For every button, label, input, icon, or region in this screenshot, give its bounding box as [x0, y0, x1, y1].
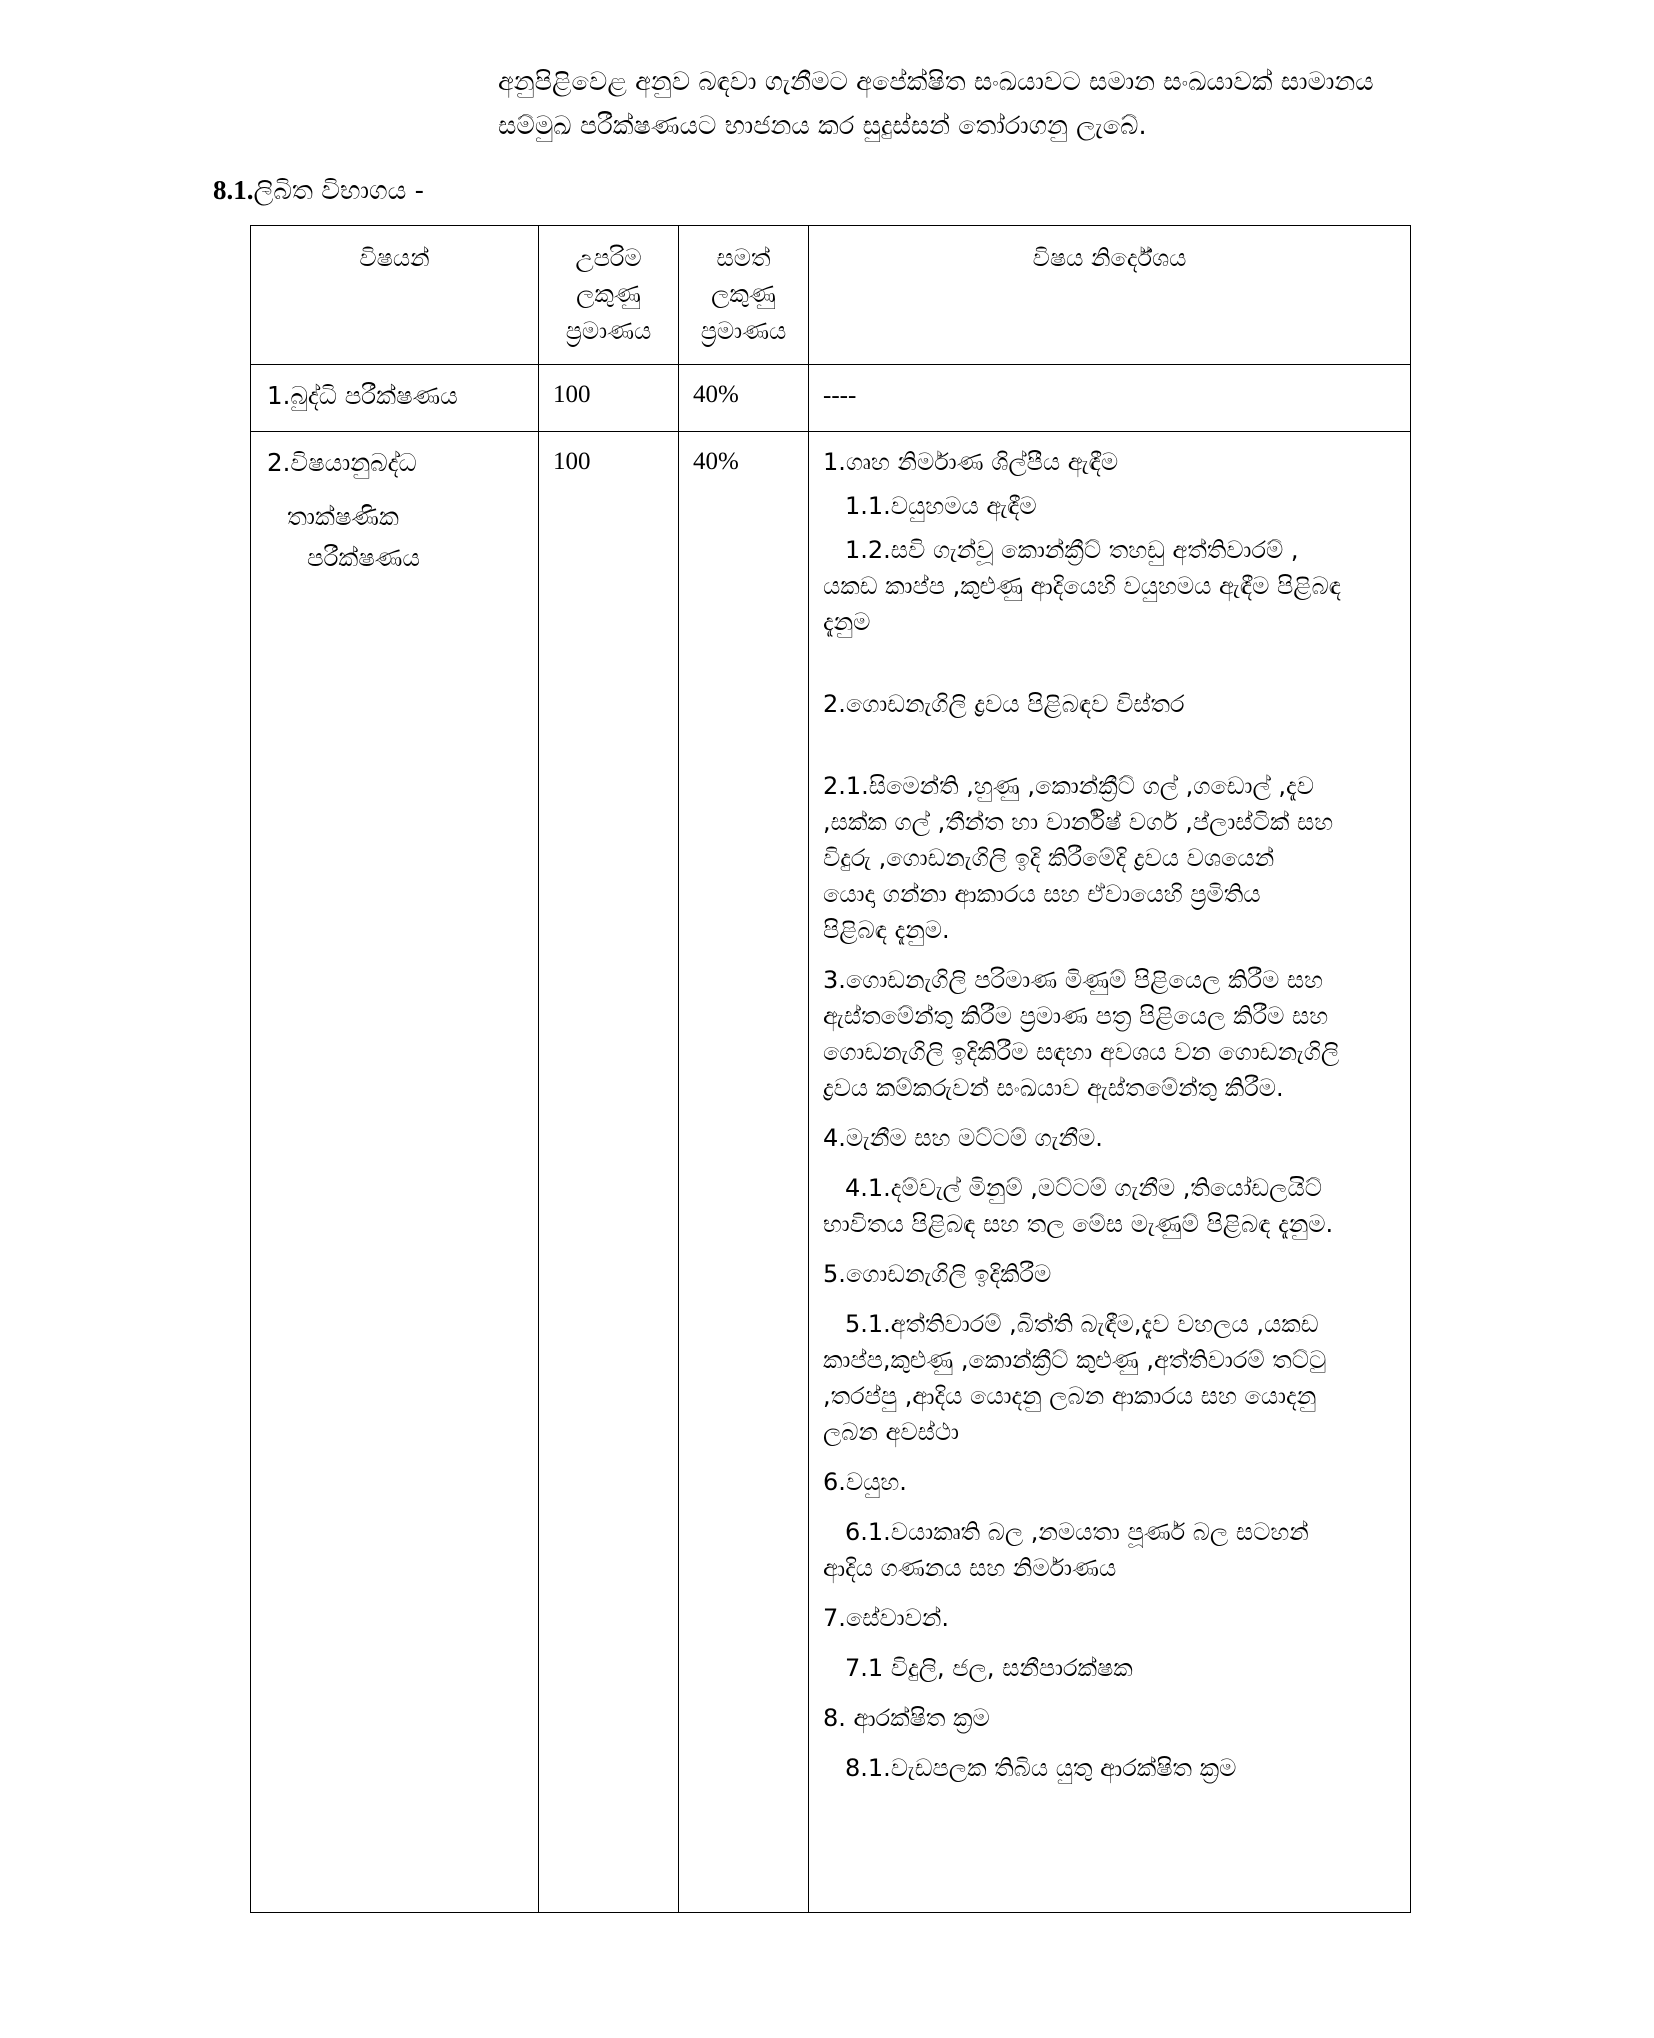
syllabus-item-7-text: 7.සේවාවන්. [823, 1603, 950, 1632]
syllabus-item-7-1-text: 7.1 විදුලි, ජල, සනීපාරක්ෂක [845, 1653, 1133, 1682]
syllabus-trailing-space [823, 1800, 1394, 1896]
syllabus-item-1-2-text-line-3: දැනුම [823, 607, 871, 636]
intro-line-1: අනුපිළිවෙළ අනුව බඳවා ගැනීමට අපේක්ෂිත සංඛ‍යාවට සමාන සංඛ‍යාවක් සාමාන‍ය [498, 67, 1374, 97]
header-max-marks-line-1: උපරිම [575, 243, 642, 272]
syllabus-item-2 [823, 686, 1394, 722]
intro-line-2: සම්මුඛ පරීක්ෂණයට භාජනය කර සුදුස්සන් තෝරාගනු ලැබේ. [498, 111, 1147, 142]
syllabus-item-2-1 [823, 768, 1394, 948]
syllabus-item-2-1-text-line-1: 2.1.සිමෙන්ති ,හුණු ,කොන්ක්‍රීට් ගල් ,ගඩොල් ,දැව [823, 771, 1314, 800]
section-number: 8.1. [213, 174, 254, 205]
syllabus-item-8-1 [823, 1750, 1394, 1786]
table-row [251, 364, 1411, 431]
row-1-subject [251, 364, 539, 431]
syllabus-item-1-text: 1.ගෘහ නිර්මාණ ශිල්පීය ඇඳීම [823, 447, 1119, 476]
syllabus-item-2-text: 2.ගොඩනැගිලි ද්‍රව‍ය පිළිබඳව විස්තර [823, 689, 1185, 718]
syllabus-item-3-text-line-3: ගොඩනැගිලි ඉදිකිරීම සඳහා අවශ‍ය වන ගොඩනැගිලි [823, 1037, 1340, 1066]
syllabus-item-3-text-line-1: 3.ගොඩනැගිලි පරිමාණ මිණුම් පිළියෙල කිරීම සහ [823, 965, 1324, 994]
syllabus-item-8-1-text: 8.1.වැඩපලක තිබිය යුතු ආරක්ෂිත ක්‍රම [845, 1753, 1237, 1782]
row-1-subject-line-1: 1.බුද්ධි පරීක්ෂණය [267, 380, 458, 410]
syllabus-item-2-1-text-line-2: ,සක්ක ගල් ,තීන්ත හා වාර්නිෂ් වර්ග ,ප්ලාස්ටික් සහ [823, 807, 1334, 836]
syllabus-item-6-1-text-line-2: ආදිය ගණනය සහ නිර්මාණය [823, 1553, 1117, 1582]
syllabus-item-6-1 [823, 1514, 1394, 1586]
syllabus-item-5-1-text-line-2: කාප්ප,කුළුණු ,කොන්ක්‍රීට් කුළුණු ,අත්තිවාරම් තට්ටු [823, 1345, 1327, 1374]
section-title: ලිබිත විභාගය - [253, 175, 424, 206]
syllabus-item-5-1 [823, 1306, 1394, 1450]
syllabus-item-5-1-text-line-1: 5.1.අත්තිවාරම් ,බිත්ති බැඳීම,දැව වහලය ,යකඩ [845, 1309, 1319, 1338]
syllabus-item-1-1-text: 1.1.ව‍යුහමය ඇඳීම [845, 491, 1037, 520]
row-2-subject-line-1: 2.විෂයානුබද්ධ [267, 447, 417, 477]
syllabus-item-7 [823, 1600, 1394, 1636]
syllabus-item-3-text-line-4: ද්‍රව‍ය කම්කරුවන් සංඛ‍යාව ඇස්තමේන්තු කිරීම. [823, 1073, 1284, 1102]
syllabus-item-1-1 [823, 488, 1394, 524]
syllabus-item-4 [823, 1120, 1394, 1156]
syllabus-item-4-1 [823, 1170, 1394, 1242]
syllabus-item-1 [823, 444, 1394, 480]
header-cell-max-marks [539, 225, 679, 364]
syllabus-item-2-1-text-line-5: පිළිබඳ දැනුම. [823, 915, 950, 944]
row-2-max-marks-value: 100 [553, 447, 591, 475]
syllabus-item-4-1-text-line-1: 4.1.දම්වැල් මිනුම් ,මට්ටම් ගැනීම ,තියෝඩලයිට් [845, 1173, 1322, 1202]
row-2-pass-marks-value: 40% [693, 447, 739, 475]
header-max-marks-line-3: ප්‍රමාණය [565, 316, 652, 345]
header-syllabus-label: විෂය නිර්දේශය [1032, 243, 1187, 272]
section-heading [213, 174, 1654, 207]
syllabus-item-5 [823, 1256, 1394, 1292]
syllabus-item-3-text-line-2: ඇස්තමේන්තු කිරීම ප්‍රමාණ පත්‍ර පිළියෙල කිරීම සහ [823, 1001, 1329, 1030]
row-2-subject-line-2: තාක්ෂණික [287, 501, 399, 531]
header-cell-subject [251, 225, 539, 364]
row-1-pass-marks [679, 364, 809, 431]
row-1-max-marks-value: 100 [553, 380, 591, 408]
row-1-pass-marks-value: 40% [693, 380, 739, 408]
syllabus-item-6-1-text-line-1: 6.1.ව‍යාකෘති බල ,නමයතා පූර්ණ බල සටහන් [845, 1517, 1309, 1546]
syllabus-item-8-text: 8. ආරක්ෂිත ක්‍රම [823, 1703, 990, 1732]
syllabus-item-8 [823, 1700, 1394, 1736]
syllabus-item-5-text: 5.ගොඩනැගිලි ඉදිකිරීම [823, 1259, 1052, 1288]
row-1-syllabus-dashes: ---- [823, 381, 857, 409]
row-2-subject-line-3: පරීක්ෂණය [307, 542, 420, 572]
syllabus-item-1-2-text-line-1: 1.2.සවි ගැන්වූ කොන්ක්‍රීට් තහඩු අත්තිවාරම් , [845, 535, 1299, 564]
table-row [251, 431, 1411, 1912]
syllabus-item-1-2 [823, 532, 1394, 640]
syllabus-item-5-1-text-line-4: ලබන අවස්ථා [823, 1417, 960, 1446]
syllabus-item-2-1-text-line-3: විදුරු ,ගොඩනැගිලි ඉදි කිරීමේදි ද්‍රව‍ය වශයෙන් [823, 843, 1275, 872]
row-2-subject [251, 431, 539, 1912]
syllabus-item-6 [823, 1464, 1394, 1500]
header-max-marks-line-2: ලකුණු [576, 280, 641, 309]
syllabus-item-5-1-text-line-3: ,තරප්පු ,ආදිය යොදනු ලබන ආකාරය සහ යොදනු [823, 1381, 1317, 1410]
header-cell-pass-marks [679, 225, 809, 364]
header-subject-label: විෂයන් [359, 243, 430, 272]
syllabus-item-4-1-text-line-2: භාවිතය පිළිබඳ සහ තල මේස මැණුම් පිළිබඳ දැනුම. [823, 1209, 1334, 1238]
exam-table-wrapper [250, 225, 1410, 1913]
exam-table [250, 225, 1411, 1913]
intro-paragraph [498, 62, 1404, 148]
syllabus-item-7-1 [823, 1650, 1394, 1686]
header-pass-marks-line-3: ප්‍රමාණය [700, 316, 787, 345]
header-pass-marks-line-2: ලකුණු [711, 280, 776, 309]
syllabus-item-1-2-text-line-2: යකඩ කාප්ප ,කුළුණු ආදියෙහි ව‍යුහමය ඇඳීම පිළිබඳ [823, 571, 1341, 600]
row-1-max-marks [539, 364, 679, 431]
row-2-max-marks [539, 431, 679, 1912]
syllabus-item-2-1-text-line-4: යොදා ගන්නා ආකාරය සහ ඒවායෙහි ප්‍රමිතිය [823, 879, 1261, 908]
syllabus-list [809, 432, 1410, 1912]
header-pass-marks-line-1: සමත් [716, 243, 771, 272]
syllabus-item-3 [823, 962, 1394, 1106]
syllabus-item-6-text: 6.ව‍යුහ. [823, 1467, 907, 1496]
row-1-syllabus [809, 364, 1411, 431]
row-2-syllabus [809, 431, 1411, 1912]
table-header-row [251, 225, 1411, 364]
syllabus-item-4-text: 4.මැනීම සහ මට්ටම් ගැනීම. [823, 1123, 1103, 1152]
row-2-pass-marks [679, 431, 809, 1912]
header-cell-syllabus [809, 225, 1411, 364]
